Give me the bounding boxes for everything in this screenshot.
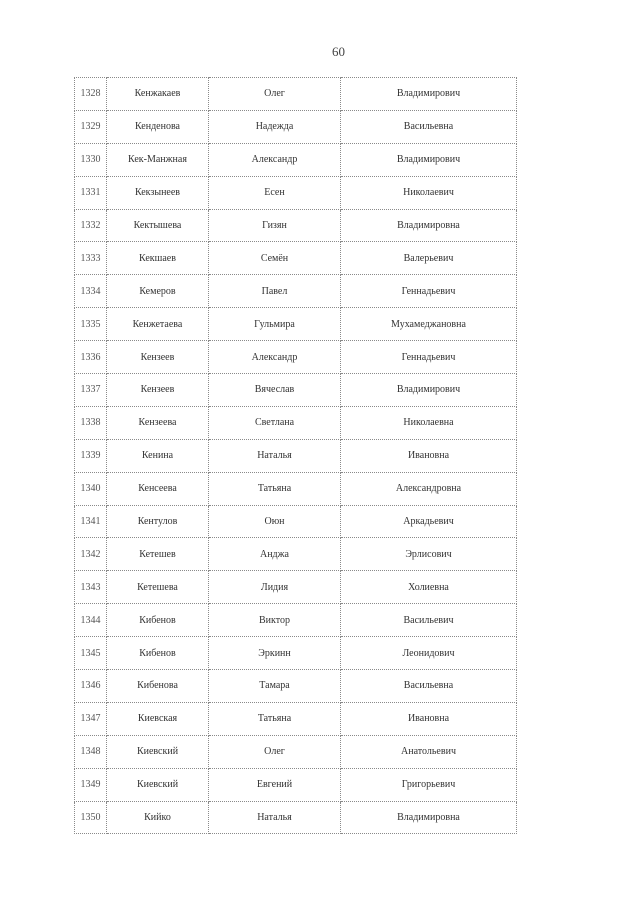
row-number: 1338 — [75, 406, 107, 439]
row-number: 1335 — [75, 308, 107, 341]
name-cell: Павел — [209, 275, 341, 308]
name-cell: Анджа — [209, 538, 341, 571]
table-row — [75, 702, 517, 735]
patronymic-cell: Григорьевич — [341, 768, 517, 801]
table-row — [75, 143, 517, 176]
surname-cell: Кектышева — [107, 209, 209, 242]
name-cell: Эркинн — [209, 637, 341, 670]
table-row — [75, 242, 517, 275]
patronymic-cell: Валерьевич — [341, 242, 517, 275]
table-row — [75, 670, 517, 703]
name-cell: Наталья — [209, 439, 341, 472]
row-number: 1347 — [75, 702, 107, 735]
row-number: 1328 — [75, 78, 107, 111]
patronymic-cell: Владимирович — [341, 374, 517, 407]
table-row — [75, 768, 517, 801]
surname-cell: Кибенова — [107, 670, 209, 703]
surname-cell: Кензеев — [107, 341, 209, 374]
row-number: 1336 — [75, 341, 107, 374]
surname-cell: Кетешев — [107, 538, 209, 571]
surname-cell: Киевский — [107, 735, 209, 768]
table-row — [75, 472, 517, 505]
table-row — [75, 78, 517, 111]
row-number: 1337 — [75, 374, 107, 407]
roster-table — [74, 77, 517, 834]
name-cell: Вячеслав — [209, 374, 341, 407]
surname-cell: Кекшаев — [107, 242, 209, 275]
patronymic-cell: Васильевна — [341, 670, 517, 703]
patronymic-cell: Геннадьевич — [341, 275, 517, 308]
table-row — [75, 571, 517, 604]
patronymic-cell: Владимировна — [341, 801, 517, 834]
table-row — [75, 176, 517, 209]
surname-cell: Кемеров — [107, 275, 209, 308]
table-row — [75, 637, 517, 670]
patronymic-cell: Ивановна — [341, 439, 517, 472]
row-number: 1340 — [75, 472, 107, 505]
table-row — [75, 801, 517, 834]
surname-cell: Кек-Манжная — [107, 143, 209, 176]
patronymic-cell: Васильевна — [341, 110, 517, 143]
name-cell: Александр — [209, 341, 341, 374]
table-row — [75, 209, 517, 242]
patronymic-cell: Николаевна — [341, 406, 517, 439]
table-row — [75, 538, 517, 571]
row-number: 1344 — [75, 604, 107, 637]
patronymic-cell: Аркадьевич — [341, 505, 517, 538]
patronymic-cell: Леонидович — [341, 637, 517, 670]
surname-cell: Кибенов — [107, 604, 209, 637]
patronymic-cell: Анатольевич — [341, 735, 517, 768]
row-number: 1350 — [75, 801, 107, 834]
table-row — [75, 275, 517, 308]
name-cell: Оюн — [209, 505, 341, 538]
surname-cell: Кекзынеев — [107, 176, 209, 209]
name-cell: Тамара — [209, 670, 341, 703]
patronymic-cell: Геннадьевич — [341, 341, 517, 374]
table-row — [75, 735, 517, 768]
surname-cell: Кентулов — [107, 505, 209, 538]
patronymic-cell: Ивановна — [341, 702, 517, 735]
table-row — [75, 406, 517, 439]
name-cell: Гизян — [209, 209, 341, 242]
surname-cell: Кенсеева — [107, 472, 209, 505]
row-number: 1343 — [75, 571, 107, 604]
name-cell: Надежда — [209, 110, 341, 143]
row-number: 1339 — [75, 439, 107, 472]
name-cell: Есен — [209, 176, 341, 209]
row-number: 1348 — [75, 735, 107, 768]
name-cell: Светлана — [209, 406, 341, 439]
page-number: 60 — [332, 44, 345, 59]
name-cell: Евгений — [209, 768, 341, 801]
table-row — [75, 604, 517, 637]
table-row — [75, 374, 517, 407]
name-cell: Семён — [209, 242, 341, 275]
name-cell: Наталья — [209, 801, 341, 834]
table-row — [75, 505, 517, 538]
name-cell: Виктор — [209, 604, 341, 637]
name-cell: Александр — [209, 143, 341, 176]
surname-cell: Киевский — [107, 768, 209, 801]
table-row — [75, 439, 517, 472]
surname-cell: Кензеева — [107, 406, 209, 439]
surname-cell: Кенжетаева — [107, 308, 209, 341]
name-cell: Гульмира — [209, 308, 341, 341]
surname-cell: Кийко — [107, 801, 209, 834]
patronymic-cell: Владимировна — [341, 209, 517, 242]
surname-cell: Кибенов — [107, 637, 209, 670]
surname-cell: Кензеев — [107, 374, 209, 407]
surname-cell: Кетешева — [107, 571, 209, 604]
row-number: 1334 — [75, 275, 107, 308]
surname-cell: Кенжакаев — [107, 78, 209, 111]
surname-cell: Кенина — [107, 439, 209, 472]
row-number: 1346 — [75, 670, 107, 703]
name-cell: Олег — [209, 735, 341, 768]
patronymic-cell: Александровна — [341, 472, 517, 505]
table-row — [75, 308, 517, 341]
patronymic-cell: Холиевна — [341, 571, 517, 604]
table-row — [75, 110, 517, 143]
patronymic-cell: Эрлисович — [341, 538, 517, 571]
row-number: 1329 — [75, 110, 107, 143]
patronymic-cell: Владимирович — [341, 78, 517, 111]
name-cell: Олег — [209, 78, 341, 111]
name-cell: Татьяна — [209, 702, 341, 735]
row-number: 1349 — [75, 768, 107, 801]
patronymic-cell: Мухамеджановна — [341, 308, 517, 341]
row-number: 1330 — [75, 143, 107, 176]
surname-cell: Киевская — [107, 702, 209, 735]
table-row — [75, 341, 517, 374]
patronymic-cell: Владимирович — [341, 143, 517, 176]
row-number: 1345 — [75, 637, 107, 670]
row-number: 1331 — [75, 176, 107, 209]
surname-cell: Кенденова — [107, 110, 209, 143]
row-number: 1333 — [75, 242, 107, 275]
patronymic-cell: Васильевич — [341, 604, 517, 637]
row-number: 1341 — [75, 505, 107, 538]
row-number: 1342 — [75, 538, 107, 571]
patronymic-cell: Николаевич — [341, 176, 517, 209]
name-cell: Лидия — [209, 571, 341, 604]
name-cell: Татьяна — [209, 472, 341, 505]
row-number: 1332 — [75, 209, 107, 242]
